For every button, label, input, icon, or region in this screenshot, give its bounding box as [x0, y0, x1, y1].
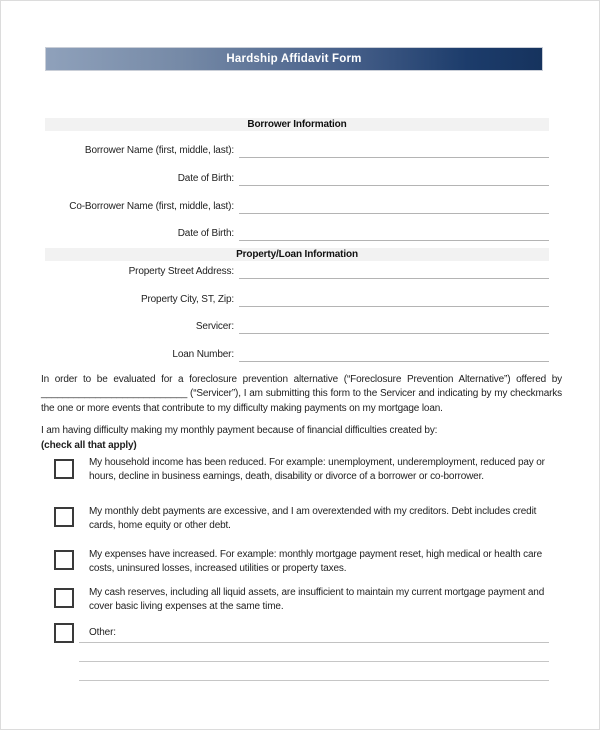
property-city-label: Property City, ST, Zip:: [140, 294, 234, 305]
borrower-dob-input-line[interactable]: [239, 185, 549, 186]
property-city-input-line[interactable]: [239, 306, 549, 307]
evaluation-paragraph: [41, 373, 562, 416]
section-header-label: Property/Loan Information: [236, 249, 358, 260]
loan-number-input-line[interactable]: [239, 361, 549, 362]
section-header-label: Borrower Information: [247, 119, 347, 130]
property-street-input-line[interactable]: [239, 278, 549, 279]
servicer-name-blank[interactable]: ___________________________: [41, 388, 188, 400]
coborrower-dob-label: Date of Birth:: [177, 228, 234, 239]
form-title: Hardship Affidavit Form: [226, 53, 362, 65]
paragraph-text-after-blank: (“Servicer”), I am submitting this form to the Servicer and indicating by my checkmarks the one or more events that contribute to my difficulty making payments on my mortgage loan.: [41, 388, 562, 414]
reason-income-reduced: My household income has been reduced. For example: unemployment, underemployment, reduced pay or hours, decline in business earnings, death, disability or divorce of a borrower or co-borrower.: [89, 457, 545, 483]
difficulty-intro: [41, 424, 562, 453]
checkbox-other[interactable]: [54, 623, 74, 643]
property-street-label: Property Street Address:: [128, 266, 234, 277]
difficulty-intro-text: I am having difficulty making my monthly payment because of financial difficulties created by:: [41, 425, 438, 436]
form-title-bar: [45, 47, 543, 71]
checkbox-expenses-increased[interactable]: [54, 550, 74, 570]
checkbox-income-reduced[interactable]: [54, 459, 74, 479]
section-header-property-loan-information: [45, 248, 549, 261]
checkbox-cash-insufficient[interactable]: [54, 588, 74, 608]
reason-expenses-increased: My expenses have increased. For example: monthly mortgage payment reset, high medical or health care costs, uninsured losses, increased utilities or property taxes.: [89, 549, 543, 575]
loan-number-label: Loan Number:: [172, 349, 234, 360]
other-extra-line-2[interactable]: [79, 680, 549, 681]
borrower-name-input-line[interactable]: [239, 157, 549, 158]
borrower-name-label: Borrower Name (first, middle, last):: [84, 145, 234, 156]
coborrower-dob-input-line[interactable]: [239, 240, 549, 241]
check-all-that-apply-note: (check all that apply): [41, 439, 137, 451]
paragraph-text-before-blank: In order to be evaluated for a foreclosure prevention alternative (“Foreclosure Prevention Alternative”) offered by: [41, 374, 562, 385]
reason-debt-excessive: My monthly debt payments are excessive, and I am overextended with my creditors. Debt includes credit cards, home equity or other debt.: [89, 506, 537, 532]
servicer-label: Servicer:: [195, 321, 234, 332]
other-extra-line-1[interactable]: [79, 661, 549, 662]
checkbox-debt-excessive[interactable]: [54, 507, 74, 527]
coborrower-name-label: Co-Borrower Name (first, middle, last):: [69, 201, 234, 212]
other-label: Other:: [89, 627, 116, 638]
borrower-dob-label: Date of Birth:: [177, 173, 234, 184]
reason-cash-insufficient: My cash reserves, including all liquid assets, are insufficient to maintain my current mortgage payment and cover basic living expenses at the same time.: [89, 587, 545, 613]
servicer-input-line[interactable]: [239, 333, 549, 334]
coborrower-name-input-line[interactable]: [239, 213, 549, 214]
section-header-borrower-information: [45, 118, 549, 131]
other-input-line[interactable]: [79, 642, 549, 643]
